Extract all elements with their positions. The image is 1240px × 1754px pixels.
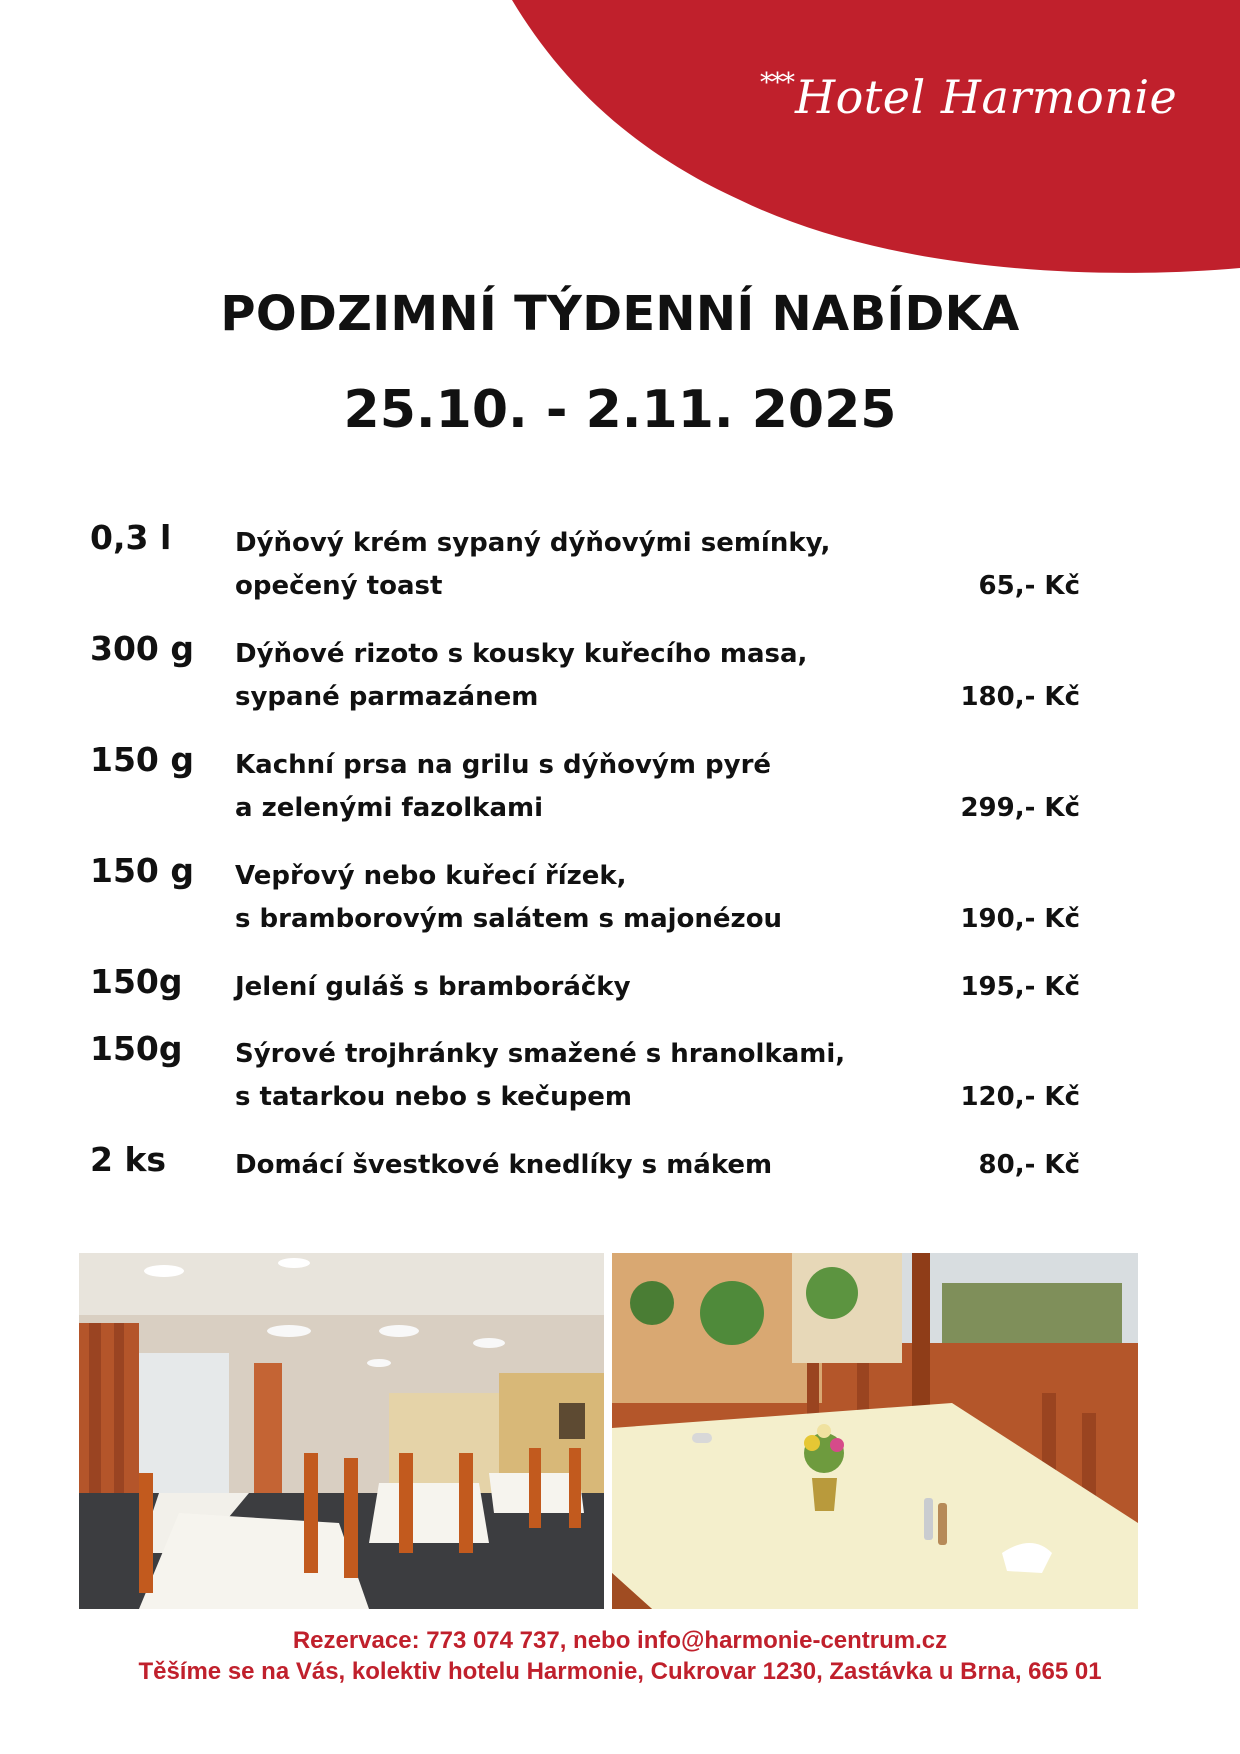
- menu-item-price: 195,- Kč: [960, 972, 1080, 1002]
- menu-item-description-line: Domácí švestkové knedlíky s mákem: [235, 1150, 773, 1180]
- date-range: 25.10. - 2.11. 2025: [343, 380, 897, 440]
- footer-reservation: Rezervace: 773 074 737, nebo info@harmonie-centrum.cz: [292, 1627, 948, 1654]
- menu-item-quantity: 300 g: [90, 629, 194, 668]
- menu-item-quantity: 150g: [90, 962, 183, 1001]
- menu-item-quantity: 150 g: [90, 740, 194, 779]
- menu-item-description-line: Sýrové trojhránky smažené s hranolkami,: [235, 1039, 846, 1069]
- logo-name: Hotel Harmonie: [795, 70, 1178, 124]
- menu-item-description-line: Dýňový krém sypaný dýňovými semínky,: [235, 528, 831, 558]
- menu-item-description-line: s bramborovým salátem s majonézou: [235, 904, 783, 934]
- menu-item-description: [235, 633, 807, 719]
- menu-item-quantity: 0,3 l: [90, 518, 172, 557]
- menu-item-quantity: 150g: [90, 1029, 183, 1068]
- menu-item-description-line: sypané parmazánem: [235, 682, 539, 712]
- menu-item-description: [235, 744, 771, 830]
- table-with-flowers-photo: [612, 1253, 1138, 1609]
- logo-stars: ***: [760, 68, 793, 98]
- header-swoosh: [0, 0, 1240, 290]
- menu-item-description-line: Vepřový nebo kuřecí řízek,: [235, 861, 627, 891]
- menu-item-description-line: a zelenými fazolkami: [235, 793, 544, 823]
- menu-item-description: [235, 855, 782, 941]
- menu-item-description-line: s tatarkou nebo s kečupem: [235, 1082, 632, 1112]
- menu-item-price: 120,- Kč: [960, 1082, 1080, 1112]
- menu-item-price: 190,- Kč: [960, 904, 1080, 934]
- page-title: PODZIMNÍ TÝDENNÍ NABÍDKA: [220, 286, 1020, 342]
- restaurant-hall-photo: [79, 1253, 604, 1609]
- menu-item-quantity: 150 g: [90, 851, 194, 890]
- menu-item-quantity: 2 ks: [90, 1140, 167, 1179]
- menu-item-price: 180,- Kč: [960, 682, 1080, 712]
- menu-item-description-line: Jelení guláš s bramboráčky: [235, 972, 631, 1002]
- menu-item-description: [235, 522, 830, 608]
- hotel-logo: [760, 68, 1200, 138]
- menu-item-description: [235, 1033, 845, 1119]
- menu-item-description-line: opečený toast: [235, 571, 443, 601]
- footer-greeting: Těšíme se na Vás, kolektiv hotelu Harmonie, Cukrovar 1230, Zastávka u Brna, 665 01: [138, 1658, 1102, 1685]
- menu-item-price: 299,- Kč: [960, 793, 1080, 823]
- menu-item-description-line: Dýňové rizoto s kousky kuřecího masa,: [235, 639, 808, 669]
- menu-item-price: 65,- Kč: [978, 571, 1080, 601]
- menu-item-description: [235, 966, 631, 1009]
- menu-item-price: 80,- Kč: [978, 1150, 1080, 1180]
- menu-item-description: [235, 1144, 772, 1187]
- menu-item-description-line: Kachní prsa na grilu s dýňovým pyré: [235, 750, 772, 780]
